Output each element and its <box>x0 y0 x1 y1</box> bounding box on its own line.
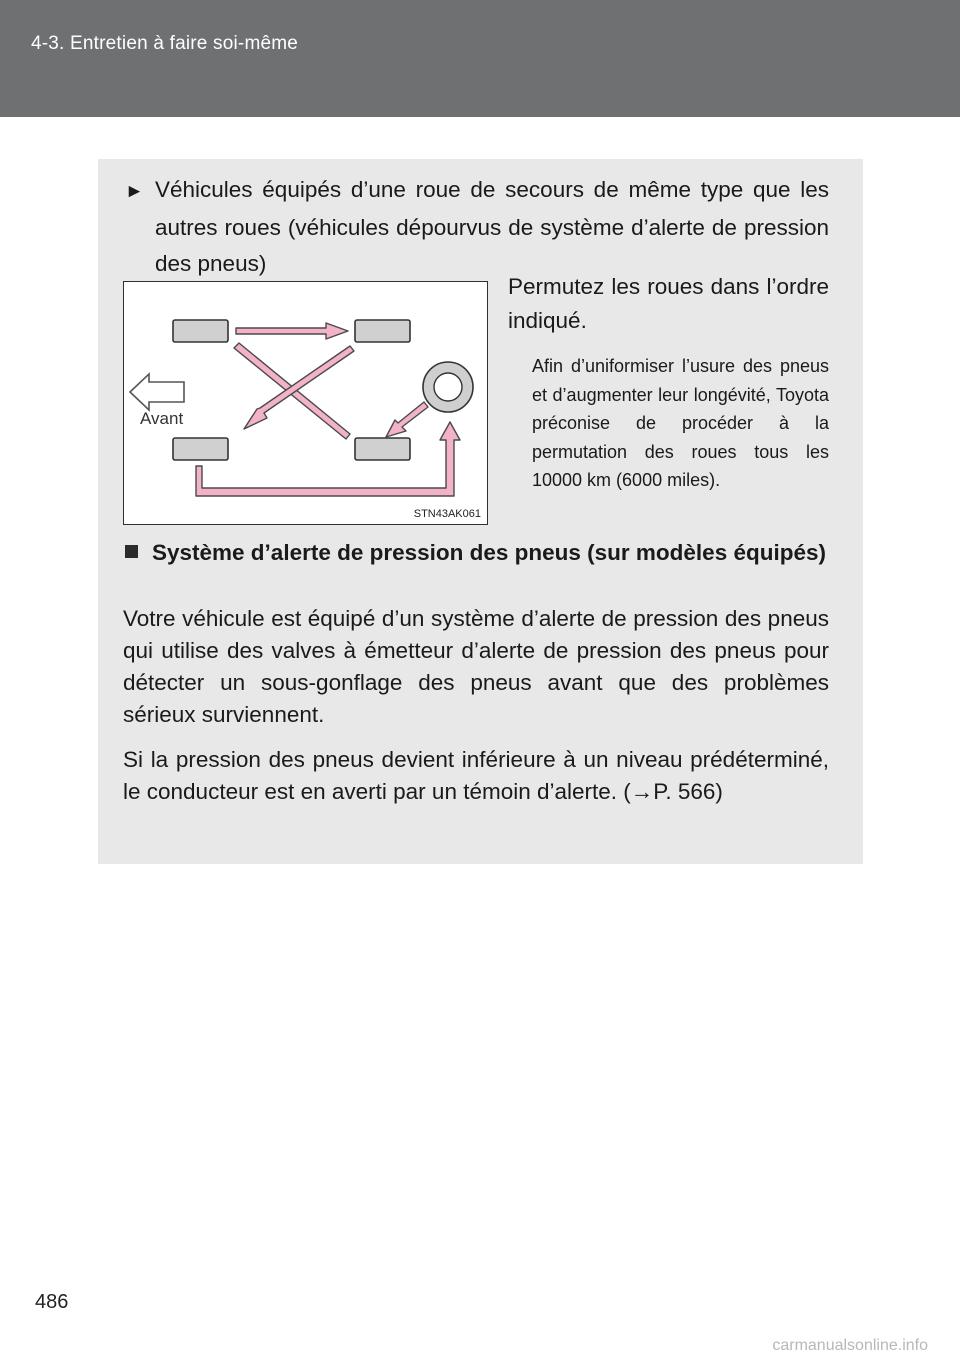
rotation-note: Afin d’uniformiser l’usure des pneus et d’augmenter leur longévité, Toyota préconise de procéder à la permutation des roues tous les 10000 km (6000 miles). <box>532 356 829 490</box>
front-label: Avant <box>140 409 184 428</box>
page-number: 486 <box>35 1291 69 1313</box>
figure-code: STN43AK061 <box>413 508 481 520</box>
front-right-wheel <box>173 438 228 460</box>
tpms-heading <box>125 534 829 571</box>
vehicle-type-heading <box>125 172 829 282</box>
vehicle-type-text: Véhicules équipés d’une roue de secours de même type que les autres roues (véhicules dépourvus de système d’alerte de pression des pneus) <box>155 177 829 276</box>
rotation-arrow <box>386 402 428 437</box>
section-title: 4-3. Entretien à faire soi-même <box>31 33 299 54</box>
watermark: carmanualsonline.info <box>772 1337 928 1354</box>
tpms-paragraph-2: Si la pression des pneus devient inférieure à un niveau prédéterminé, le conducteur est en averti par un témoin d’alerte. (→P. 566) <box>123 747 829 804</box>
rotation-arrow <box>236 323 348 339</box>
rotation-instruction: Permutez les roues dans l’ordre indiqué. <box>508 274 829 333</box>
tire-rotation-diagram <box>124 282 489 526</box>
rotation-arrow <box>244 346 354 429</box>
spare-wheel-hub <box>434 373 462 401</box>
rotation-arrow <box>196 422 460 496</box>
tire-rotation-figure <box>123 281 488 525</box>
square-bullet-icon <box>125 545 138 558</box>
page-header <box>0 0 960 117</box>
rear-left-wheel <box>355 320 410 342</box>
triangle-bullet-icon: ► <box>125 181 144 202</box>
front-direction-arrow-icon <box>130 374 184 410</box>
tpms-paragraph-1: Votre véhicule est équipé d’un système d’alerte de pression des pneus qui utilise des valves à émetteur d’alerte de pression des pneus pour détecter un sous-gonflage des pneus avant que des problèmes sérieux surviennent. <box>123 606 829 727</box>
front-left-wheel <box>173 320 228 342</box>
tpms-heading-text: Système d’alerte de pression des pneus (sur modèles équipés) <box>152 540 826 565</box>
rear-right-wheel <box>355 438 410 460</box>
